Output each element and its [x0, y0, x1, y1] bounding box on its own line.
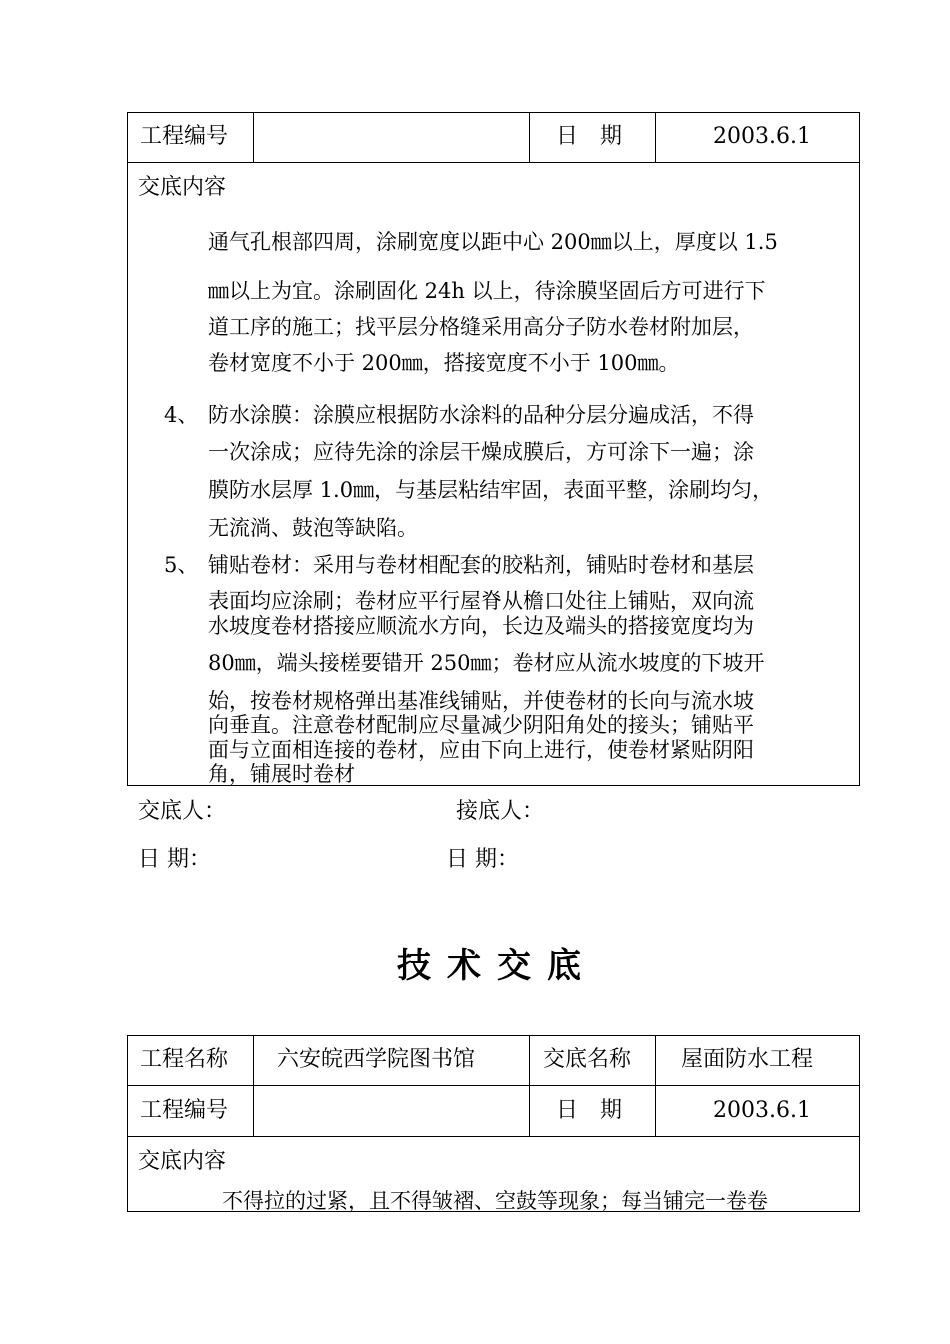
- receiver-date-label: 日 期：: [446, 847, 519, 872]
- date-value: 2003.6.1: [713, 1098, 811, 1123]
- disclosure-name-value: 屋面防水工程: [681, 1047, 814, 1072]
- date-label: 日 期: [556, 124, 623, 149]
- item-line: 膜防水层厚 1.0㎜，与基层粘结牢固，表面平整，涂刷均匀，: [208, 478, 774, 502]
- disclosure-name-label: 交底名称: [543, 1047, 632, 1072]
- page-title: 技术交底: [397, 946, 597, 986]
- item-line: 80㎜，端头接槎要错开 250㎜；卷材应从流水坡度的下坡开: [208, 651, 765, 675]
- item-line: 防水涂膜：涂膜应根据防水涂料的品种分层分遍成活，不得: [208, 403, 754, 427]
- receiver-label: 接底人：: [456, 799, 545, 824]
- project-no-label: 工程编号: [140, 124, 229, 149]
- content-first-line: 不得拉的过紧，且不得皱褶、空鼓等现象；每当铺完一卷卷: [222, 1189, 768, 1213]
- item-line: 一次涂成；应待先涂的涂层干燥成膜后，方可涂下一遍；涂: [208, 440, 754, 464]
- date-value: 2003.6.1: [713, 124, 811, 149]
- paragraph-line: 通气孔根部四周，涂刷宽度以距中心 200㎜以上，厚度以 1.5: [208, 230, 778, 254]
- item-line: 角，铺展时卷材: [208, 762, 355, 786]
- issuer-label: 交底人：: [138, 799, 227, 824]
- item-line: 表面均应涂刷；卷材应平行屋脊从檐口处往上铺贴，双向流: [208, 589, 754, 613]
- item-line: 铺贴卷材：采用与卷材相配套的胶粘剂，铺贴时卷材和基层: [208, 553, 754, 577]
- project-name-label: 工程名称: [140, 1047, 229, 1072]
- content-label: 交底内容: [138, 175, 227, 200]
- item-line: 水坡度卷材搭接应顺流水方向，长边及端头的搭接宽度均为: [208, 614, 754, 638]
- content-label: 交底内容: [138, 1149, 227, 1174]
- paragraph-line: 卷材宽度不小于 200㎜，搭接宽度不小于 100㎜。: [208, 351, 680, 375]
- item-line: 无流淌、鼓泡等缺陷。: [208, 516, 418, 540]
- item-number: 5、: [164, 553, 199, 577]
- project-no-label: 工程编号: [140, 1098, 229, 1123]
- paragraph-line: 道工序的施工；找平层分格缝采用高分子防水卷材附加层，: [208, 315, 754, 339]
- item-line: 面与立面相连接的卷材，应由下向上进行，使卷材紧贴阴阳: [208, 738, 754, 762]
- date-label: 日 期: [556, 1098, 623, 1123]
- item-line: 向垂直。注意卷材配制应尽量减少阴阳角处的接头；铺贴平: [208, 713, 754, 737]
- item-number: 4、: [164, 403, 199, 427]
- issuer-date-label: 日 期：: [138, 847, 211, 872]
- project-name-value: 六安皖西学院图书馆: [277, 1047, 476, 1072]
- item-line: 始，按卷材规格弹出基准线铺贴，并使卷材的长向与流水坡: [208, 689, 754, 713]
- paragraph-line: ㎜以上为宜。涂刷固化 24h 以上，待涂膜坚固后方可进行下: [208, 279, 766, 303]
